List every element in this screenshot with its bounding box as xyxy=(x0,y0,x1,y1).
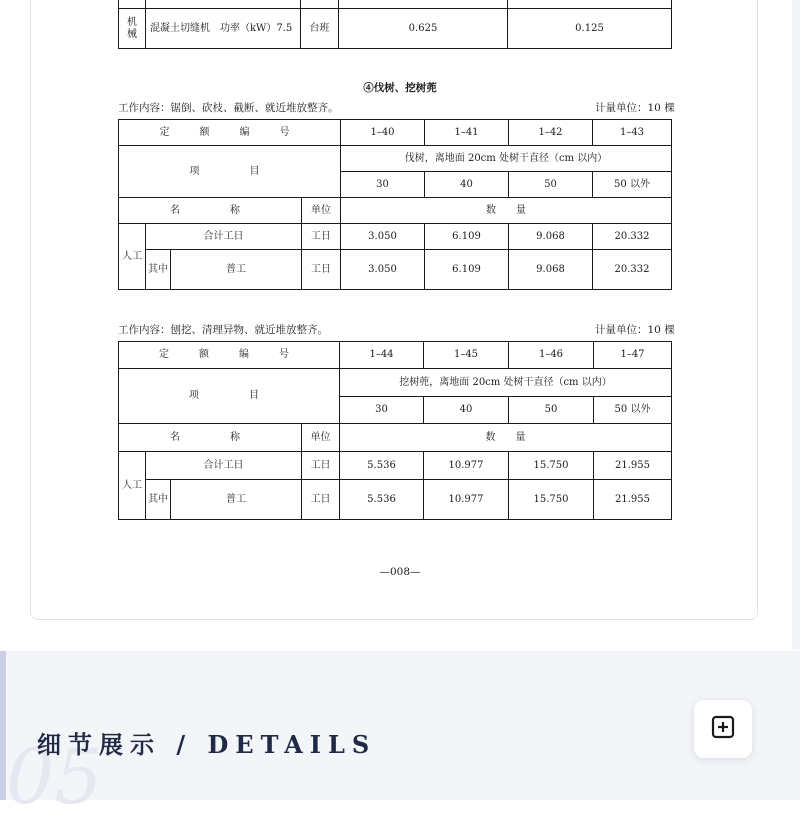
quota-label: 定 额 编 号 xyxy=(119,342,340,369)
total-value: 15.750 xyxy=(509,452,594,480)
item-label: 项 目 xyxy=(119,369,340,424)
top-table xyxy=(118,0,672,49)
worker-value: 20.332 xyxy=(593,250,672,290)
labor-category: 人工 xyxy=(119,452,146,520)
row-unit: 工日 xyxy=(302,250,341,290)
plus-square-icon xyxy=(711,715,735,743)
total-label: 合计工日 xyxy=(146,452,302,480)
total-value: 5.536 xyxy=(340,452,424,480)
worker-value: 10.977 xyxy=(424,480,509,520)
page-number: —008— xyxy=(379,566,421,578)
diameter: 30 xyxy=(340,397,424,424)
diameter: 50 以外 xyxy=(594,397,672,424)
worker-label: 普工 xyxy=(171,250,302,290)
labor-category: 人工 xyxy=(119,224,146,290)
quota-table-2 xyxy=(118,341,672,520)
diameter: 50 以外 xyxy=(593,172,672,198)
work-content: 工作内容：锯倒、砍枝、截断、就近堆放整齐。 xyxy=(118,102,339,114)
worker-value: 15.750 xyxy=(509,480,594,520)
quota-code: 1–44 xyxy=(340,342,424,369)
qty-label: 数 量 xyxy=(341,198,672,224)
details-title: 细节展示 / DETAILS xyxy=(37,730,377,759)
value-cell: 0.625 xyxy=(339,9,508,49)
sub-label: 其中 xyxy=(146,480,171,520)
group-label: 伐树，离地面 20cm 处树干直径（cm 以内） xyxy=(341,146,672,172)
quota-code: 1–43 xyxy=(593,120,672,146)
unit-label: 单位 xyxy=(302,424,340,452)
worker-value: 21.955 xyxy=(594,480,672,520)
work-content: 工作内容：刨挖、清理异物、就近堆放整齐。 xyxy=(118,324,328,336)
measure-unit: 计量单位：10 棵 xyxy=(595,324,675,336)
total-value: 3.050 xyxy=(341,224,425,250)
section-title: ④伐树、挖树蔸 xyxy=(363,82,437,94)
group-label: 挖树蔸，离地面 20cm 处树干直径（cm 以内） xyxy=(340,369,672,397)
row-unit: 工日 xyxy=(302,452,340,480)
diameter: 50 xyxy=(509,172,593,198)
add-button[interactable] xyxy=(694,700,752,758)
section-number: 05 xyxy=(6,732,103,821)
item-label: 项 目 xyxy=(119,146,341,198)
total-value: 6.109 xyxy=(425,224,509,250)
name-label: 名 称 xyxy=(119,198,302,224)
unit-cell: 台班 xyxy=(301,9,339,49)
name-label: 名 称 xyxy=(119,424,302,452)
worker-value: 3.050 xyxy=(341,250,425,290)
quota-code: 1–42 xyxy=(509,120,593,146)
diameter: 30 xyxy=(341,172,425,198)
row-unit: 工日 xyxy=(302,480,340,520)
value-cell: 0.125 xyxy=(508,9,672,49)
scrollbar-track[interactable] xyxy=(792,0,800,650)
worker-value: 6.109 xyxy=(425,250,509,290)
details-section xyxy=(0,651,800,821)
worker-value: 9.068 xyxy=(509,250,593,290)
quota-table-1 xyxy=(118,119,672,290)
quota-code: 1–47 xyxy=(594,342,672,369)
quota-code: 1–45 xyxy=(424,342,509,369)
total-label: 合计工日 xyxy=(146,224,302,250)
diameter: 50 xyxy=(509,397,594,424)
worker-value: 5.536 xyxy=(340,480,424,520)
quota-code: 1–40 xyxy=(341,120,425,146)
qty-label: 数 量 xyxy=(340,424,672,452)
worker-label: 普工 xyxy=(171,480,302,520)
diameter: 40 xyxy=(425,172,509,198)
total-value: 10.977 xyxy=(424,452,509,480)
total-value: 9.068 xyxy=(509,224,593,250)
total-value: 20.332 xyxy=(593,224,672,250)
measure-unit: 计量单位：10 棵 xyxy=(595,102,675,114)
unit-label: 单位 xyxy=(302,198,341,224)
quota-code: 1–46 xyxy=(509,342,594,369)
quota-code: 1–41 xyxy=(425,120,509,146)
sub-label: 其中 xyxy=(146,250,171,290)
diameter: 40 xyxy=(424,397,509,424)
total-value: 21.955 xyxy=(594,452,672,480)
quota-label: 定 额 编 号 xyxy=(119,120,341,146)
row-unit: 工日 xyxy=(302,224,341,250)
item-cell: 混凝土切缝机 功率（kW）7.5 xyxy=(146,9,301,49)
category-cell: 机械 xyxy=(119,9,146,49)
